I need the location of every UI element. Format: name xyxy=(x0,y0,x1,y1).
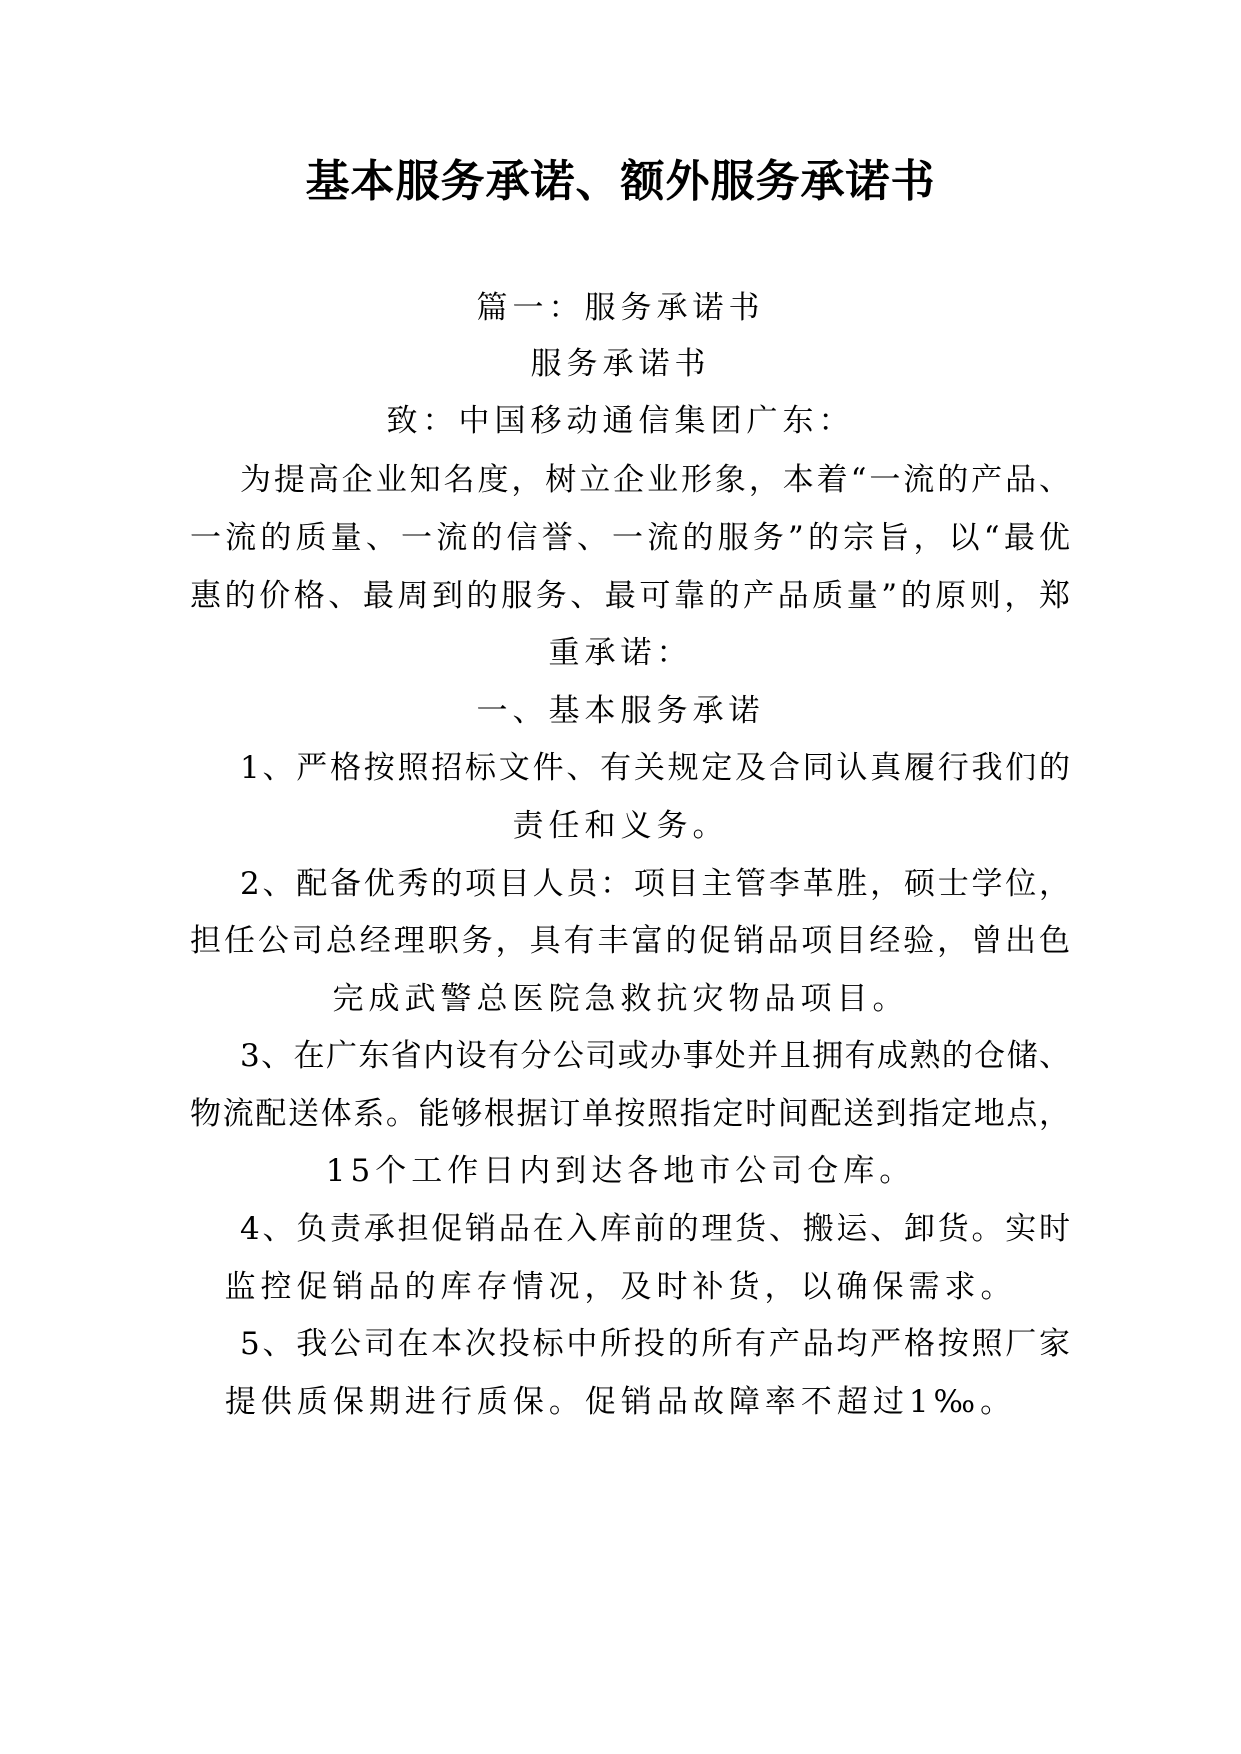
commitment-item-line: 担任公司总经理职务，具有丰富的促销品项目经验，曾出色 xyxy=(190,923,1070,959)
document-title: 基本服务承诺、额外服务承诺书 xyxy=(305,156,936,207)
intro-line: 一流的质量、一流的信誉、一流的服务”的宗旨，以“最优 xyxy=(190,520,1070,556)
intro-line: 重承诺： xyxy=(548,635,693,671)
commitment-item-line: 1、严格按照招标文件、有关规定及合同认真履行我们的 xyxy=(240,750,1070,786)
commitment-item-line: 责任和义务。 xyxy=(512,808,729,844)
addressee: 致：中国移动通信集团广东： xyxy=(386,403,855,439)
commitment-item-line: 提供质保期进行质保。促销品故障率不超过1‰。 xyxy=(224,1384,1017,1420)
intro-line: 为提高企业知名度，树立企业形象，本着“一流的产品、 xyxy=(240,462,1070,498)
basic-service-heading: 一、基本服务承诺 xyxy=(476,693,765,729)
commitment-item-line: 完成武警总医院急救抗灾物品项目。 xyxy=(332,981,909,1017)
intro-line: 惠的价格、最周到的服务、最可靠的产品质量”的原则，郑 xyxy=(190,578,1070,614)
section-heading: 篇一：服务承诺书 xyxy=(476,290,765,326)
commitment-item-line: 3、在广东省内设有分公司或办事处并且拥有成熟的仓储、 xyxy=(240,1038,1070,1074)
commitment-item-line: 4、负责承担促销品在入库前的理货、搬运、卸货。实时 xyxy=(240,1211,1070,1247)
commitment-item-line: 物流配送体系。能够根据订单按照指定时间配送到指定地点， xyxy=(190,1096,1070,1132)
commitment-item-line: 5、我公司在本次投标中所投的所有产品均严格按照厂家 xyxy=(240,1326,1070,1362)
commitment-item-line: 2、配备优秀的项目人员：项目主管李革胜，硕士学位， xyxy=(240,866,1070,902)
document-subtitle: 服务承诺书 xyxy=(530,346,711,382)
commitment-item-line: 15个工作日内到达各地市公司仓库。 xyxy=(325,1153,916,1189)
commitment-item-line: 监控促销品的库存情况，及时补货，以确保需求。 xyxy=(224,1269,1017,1305)
